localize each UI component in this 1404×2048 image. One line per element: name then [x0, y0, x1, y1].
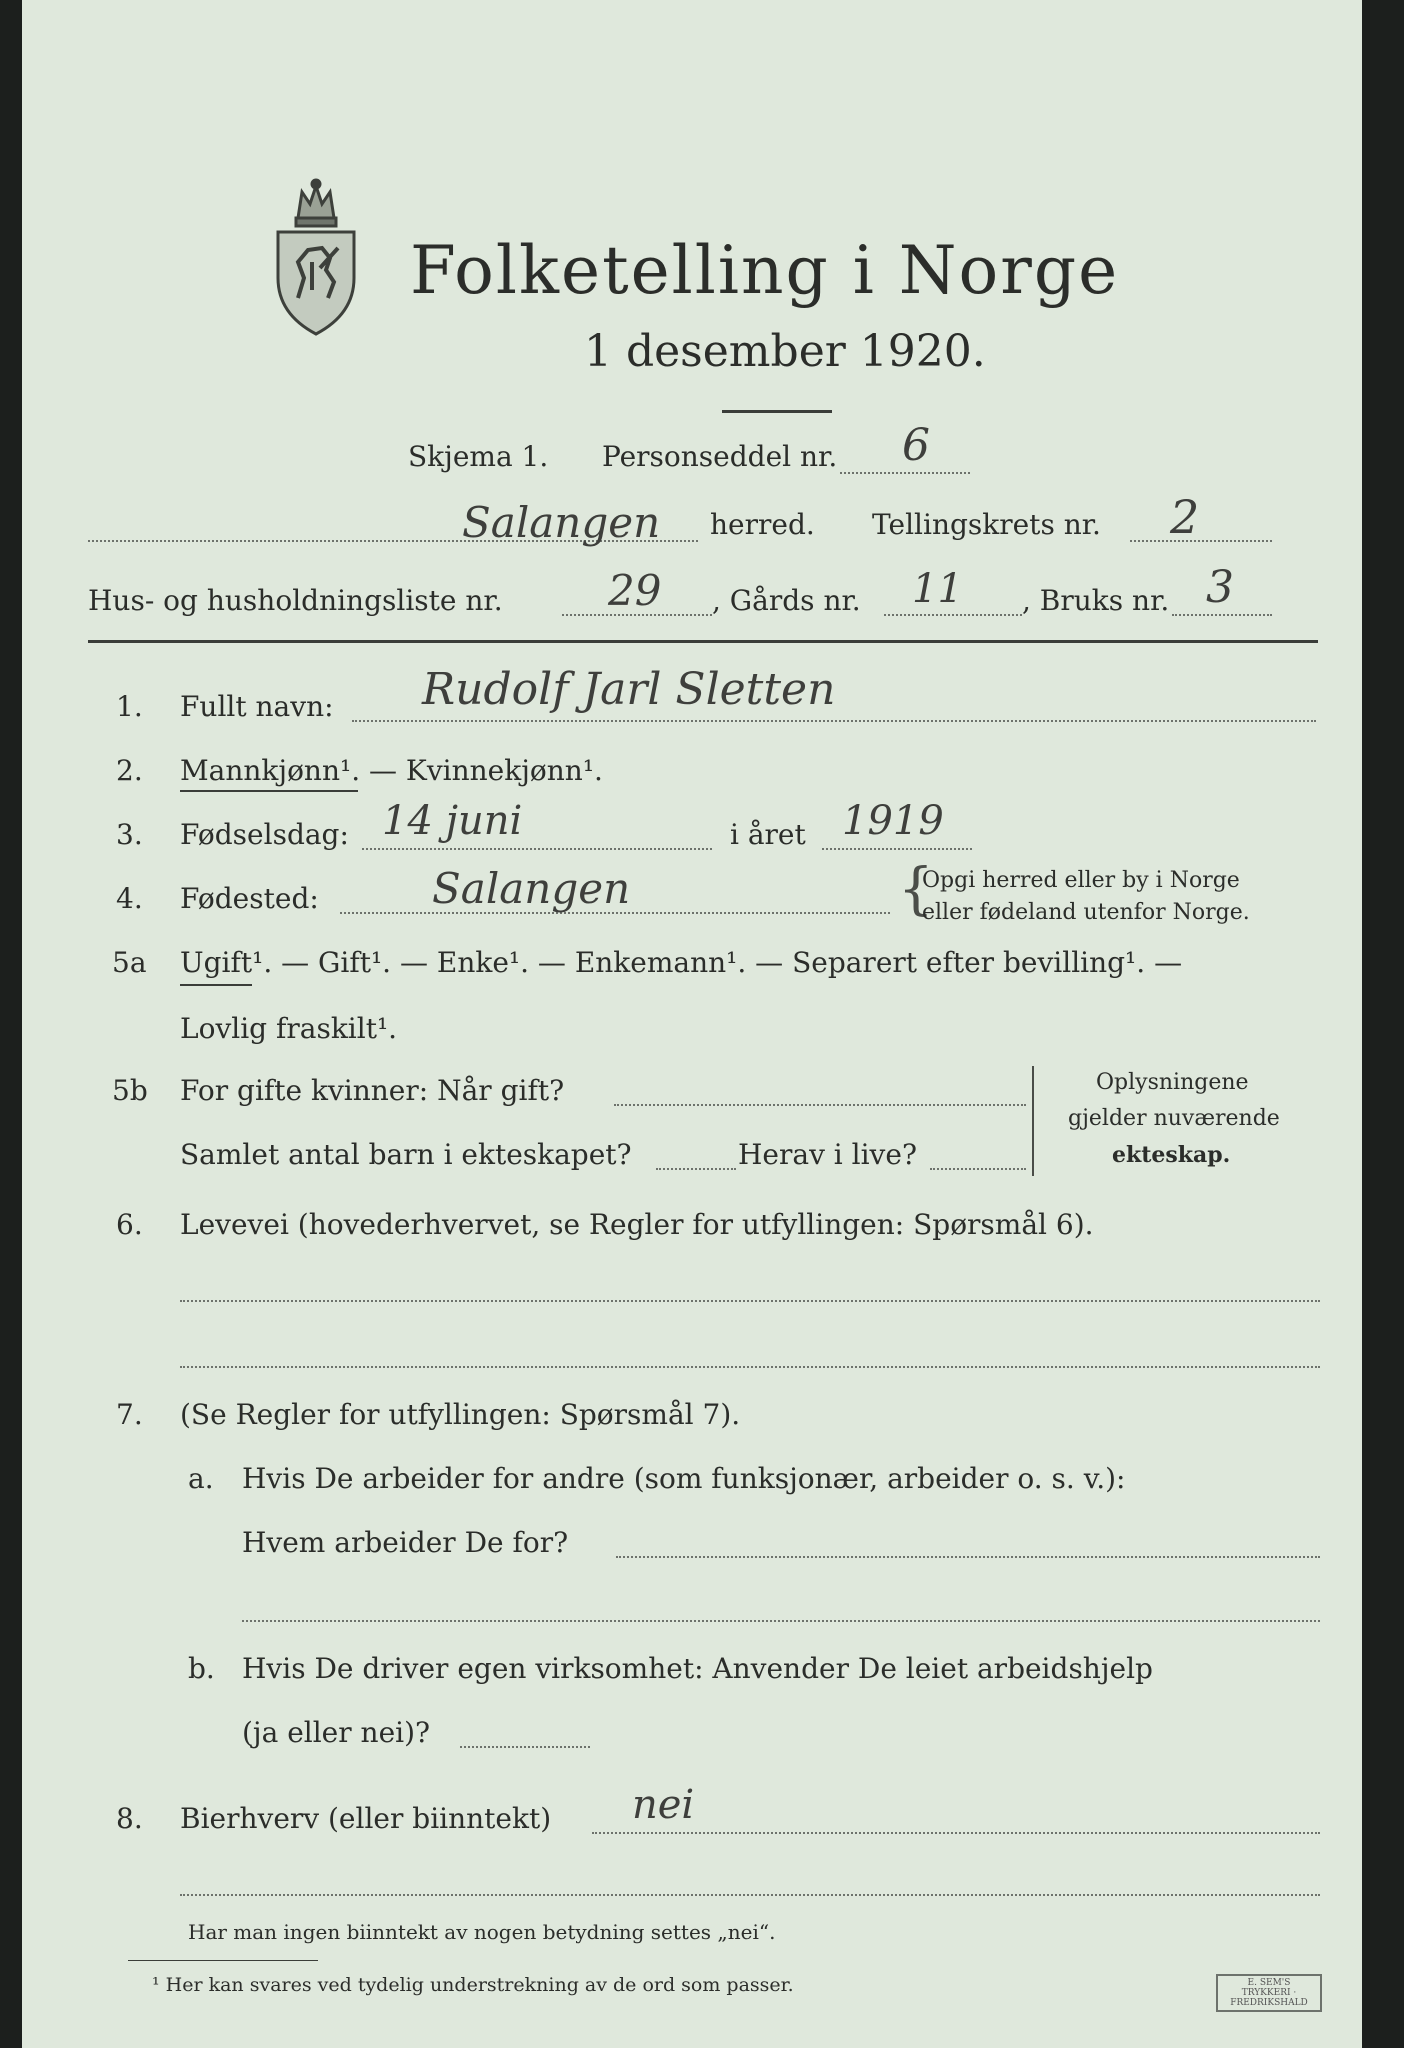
q7a-employer-label: Hvem arbeider De for?: [242, 1526, 569, 1559]
form-date: 1 desember 1920.: [584, 326, 986, 377]
q2-options: Mannkjønn¹. — Kvinnekjønn¹.: [180, 754, 603, 787]
herred-value[interactable]: Salangen: [462, 498, 661, 547]
q7b-answer-label: (ja eller nei)?: [242, 1716, 431, 1749]
q5b-children-label: Samlet antal barn i ekteskapet?: [180, 1138, 632, 1171]
q7a-number: a.: [188, 1462, 214, 1495]
q4-brace: {: [898, 857, 934, 922]
q5b-note-3: ekteskap.: [1112, 1142, 1231, 1168]
q2-underline: [180, 790, 358, 792]
q8-number: 8.: [116, 1802, 143, 1835]
q5b-number: 5b: [112, 1074, 148, 1107]
q5b-note-2: gjelder nuværende: [1068, 1106, 1280, 1131]
coat-of-arms-icon: [268, 178, 364, 338]
q6-number: 6.: [116, 1208, 143, 1241]
q4-number: 4.: [116, 882, 143, 915]
q7b-number: b.: [188, 1652, 215, 1685]
q6-text: Levevei (hovederhvervet, se Regler for utfyllingen: Spørsmål 6).: [180, 1208, 1094, 1241]
q6-line-1[interactable]: [180, 1300, 1320, 1302]
q3-year-label: i året: [730, 818, 806, 851]
q5a-options: Ugift¹. — Gift¹. — Enke¹. — Enkemann¹. — Separert efter bevilling¹. —: [180, 946, 1183, 979]
q5a-number: 5a: [112, 946, 147, 979]
q4-label: Fødested:: [180, 882, 319, 915]
hus-value[interactable]: 29: [608, 566, 662, 615]
tellingskrets-value[interactable]: 2: [1170, 490, 1200, 544]
q5b-married-line: [614, 1104, 1026, 1106]
footnote-rule: [128, 1960, 318, 1961]
bruks-label: , Bruks nr.: [1022, 584, 1170, 617]
q5a-underline: [180, 984, 252, 986]
tellingskrets-line: [1130, 540, 1272, 542]
q3-year-line: [822, 848, 972, 850]
q5b-note-1: Oplysningene: [1096, 1070, 1249, 1095]
q1-number: 1.: [116, 690, 143, 723]
q6-line-2[interactable]: [180, 1366, 1320, 1368]
q3-number: 3.: [116, 818, 143, 851]
q5b-married-label: For gifte kvinner: Når gift?: [180, 1074, 565, 1107]
header-rule: [88, 640, 1318, 643]
q7a-text: Hvis De arbeider for andre (som funksjonær, arbeider o. s. v.):: [242, 1462, 1126, 1495]
q3-value[interactable]: 14 juni: [382, 798, 523, 844]
q3-year-value[interactable]: 1919: [842, 798, 944, 844]
herred-label: herred.: [710, 508, 815, 541]
q7a-employer-line[interactable]: [616, 1556, 1320, 1558]
gards-line: [884, 614, 1022, 616]
bruks-line: [1172, 614, 1272, 616]
tellingskrets-label: Tellingskrets nr.: [872, 508, 1101, 541]
q4-note-1: Opgi herred eller by i Norge: [922, 868, 1240, 893]
q7a-employer-line-2[interactable]: [242, 1620, 1320, 1622]
q4-note-2: eller fødeland utenfor Norge.: [922, 900, 1250, 925]
q7-text: (Se Regler for utfyllingen: Spørsmål 7).: [180, 1398, 741, 1431]
q5b-alive-line: [930, 1168, 1026, 1170]
q3-line: [362, 848, 712, 850]
footnote: ¹ Her kan svares ved tydelig understrekning av de ord som passer.: [152, 1974, 794, 1996]
q7b-answer-line[interactable]: [460, 1746, 590, 1748]
q7b-text: Hvis De driver egen virksomhet: Anvender De leiet arbeidshjelp: [242, 1652, 1153, 1685]
personseddel-label: Personseddel nr.: [602, 440, 838, 473]
census-form: [22, 0, 1362, 2048]
q1-value[interactable]: Rudolf Jarl Sletten: [422, 664, 836, 715]
gards-value[interactable]: 11: [912, 566, 963, 612]
title-divider: [722, 410, 832, 413]
q4-value[interactable]: Salangen: [432, 864, 631, 913]
q7-number: 7.: [116, 1398, 143, 1431]
personseddel-value[interactable]: 6: [902, 420, 930, 471]
q8-line: [592, 1832, 1320, 1834]
q8-line-2[interactable]: [180, 1894, 1320, 1896]
q5b-children-line: [656, 1168, 736, 1170]
q8-label: Bierhverv (eller biinntekt): [180, 1802, 552, 1835]
form-title: Folketelling i Norge: [410, 232, 1120, 309]
q8-value[interactable]: nei: [632, 1782, 695, 1828]
gards-label: , Gårds nr.: [712, 584, 861, 617]
personseddel-line: [840, 472, 970, 474]
bruks-value[interactable]: 3: [1206, 562, 1234, 613]
q5b-alive-label: Herav i live?: [738, 1138, 917, 1171]
q2-number: 2.: [116, 754, 143, 787]
q1-line: [352, 720, 1316, 722]
q5a-options-2: Lovlig fraskilt¹.: [180, 1012, 398, 1045]
nei-instruction: Har man ingen biinntekt av nogen betydning settes „nei“.: [188, 1920, 776, 1944]
printer-stamp: E. SEM'S TRYKKERI · FREDRIKSHALD: [1216, 1974, 1322, 2012]
q1-label: Fullt navn:: [180, 690, 334, 723]
q5b-bracket: [1032, 1066, 1038, 1176]
schema-label: Skjema 1.: [408, 440, 549, 473]
q3-label: Fødselsdag:: [180, 818, 349, 851]
hus-label: Hus- og husholdningsliste nr.: [88, 584, 503, 617]
